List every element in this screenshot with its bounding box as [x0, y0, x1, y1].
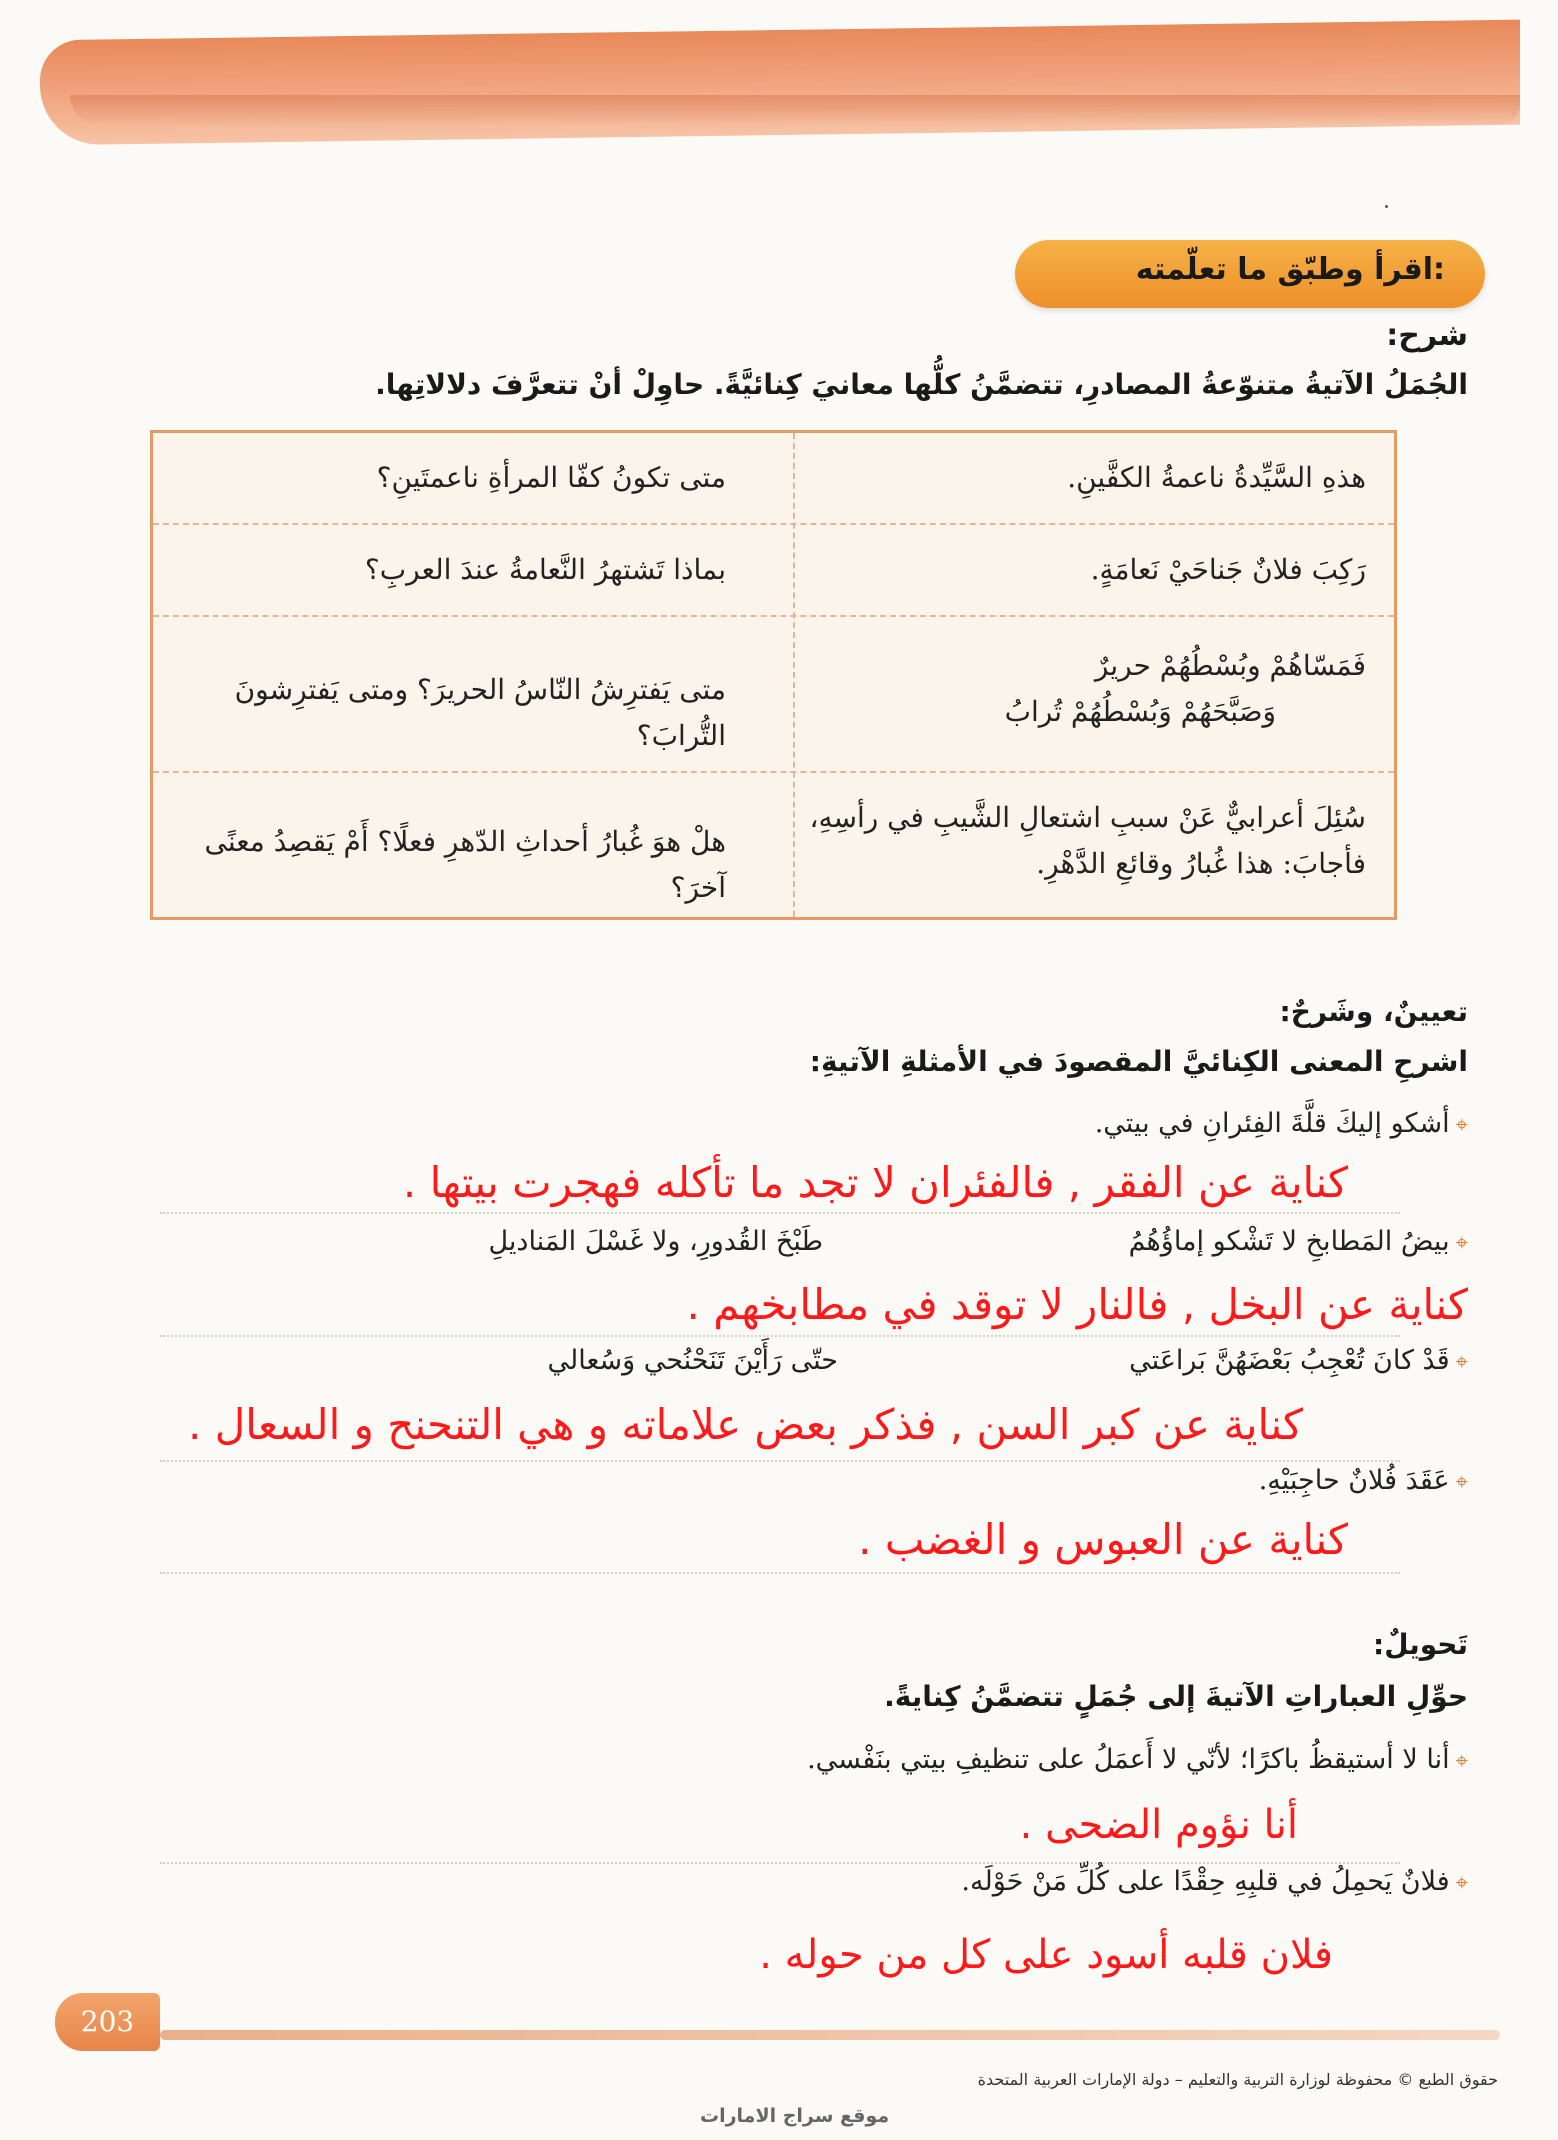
exercise-question [1129, 1226, 1468, 1257]
answer-text: كناية عن كبر السن , فذكر بعض علاماته و هي التنحنح و السعال . [188, 1400, 1303, 1449]
question-hemistich: طَبْخَ القُدورِ، ولا غَسْلَ المَناديلِ [488, 1226, 823, 1257]
cell-line: هذهِ السَّيِّدةُ ناعمةُ الكفَّينِ. [1067, 461, 1366, 494]
part3-title: تَحويلٌ: [1373, 1628, 1468, 1661]
table-cell-sentence [806, 455, 1366, 501]
answer-text: كناية عن الفقر , فالفئران لا تجد ما تأكله فهجرت بيتها . [402, 1158, 1348, 1207]
header-shadow [70, 95, 1520, 125]
square-bullet-icon: ⌖ [1455, 1231, 1468, 1256]
speck [1385, 205, 1388, 208]
cell-line: متى يَفترِشُ النّاسُ الحريرَ؟ ومتى يَفترِشونَ التُّرابَ؟ [234, 673, 726, 753]
table-cell-sentence [806, 795, 1366, 887]
cell-line: فأجابَ: هذا غُبارُ وقائعِ الدَّهْرِ. [1036, 847, 1366, 881]
explain-label: شرح: [1386, 318, 1468, 353]
square-bullet-icon: ⌖ [1455, 1350, 1468, 1375]
exercise-question [961, 1866, 1468, 1897]
exercise-question [1259, 1465, 1468, 1496]
square-bullet-icon: ⌖ [1455, 1871, 1468, 1896]
exercise-question [807, 1744, 1468, 1775]
exercise-question [1129, 1345, 1468, 1376]
answer-text: أنا نؤوم الضحى . [1019, 1802, 1298, 1848]
question-hemistich: حتّى رَأَيْنَ تَنَحْنُحي وَسُعالي [547, 1345, 838, 1376]
question-text: أنا لا أستيقظُ باكرًا؛ لأنّي لا أَعمَلُ على تنظيفِ بيتي بنَفْسي. [807, 1744, 1450, 1775]
copyright-notice: حقوق الطبع © محفوظة لوزارة التربية والتعليم – دولة الإمارات العربية المتحدة [977, 2070, 1498, 2089]
answer-text: كناية عن العبوس و الغضب . [858, 1515, 1348, 1564]
square-bullet-icon: ⌖ [1455, 1749, 1468, 1774]
section-instruction: الجُمَلُ الآتيةُ متنوّعةُ المصادرِ، تتضمَّنُ كلُّها معانيَ كِنائيَّةً. حاوِلْ أنْ تتعرَّفَ دلالاتِها. [375, 368, 1468, 401]
answer-line [160, 1572, 1400, 1574]
answer-line [160, 1862, 1400, 1864]
question-text: قَدْ كانَ تُعْجِبُ بَعْضَهُنَّ بَراعَتي [1129, 1345, 1450, 1376]
page-number-tab [55, 1993, 160, 2051]
part2-title: تعيينٌ، وشَرحٌ: [1279, 995, 1468, 1028]
question-text: أشكو إليكَ قلَّةَ الفِئرانِ في بيتي. [1094, 1108, 1450, 1139]
table-cell-sentence [806, 547, 1366, 593]
cell-line: هلْ هوَ غُبارُ أحداثِ الدّهرِ فعلًا؟ أَمْ يَقصِدُ معنًى آخرَ؟ [204, 825, 726, 905]
page-number: 203 [80, 2005, 135, 2038]
site-credit: موقع سراج الامارات [700, 2105, 890, 2127]
answer-line [160, 1460, 1400, 1462]
cell-line: سُئِلَ أعرابيٌّ عَنْ سببِ اشتعالِ الشَّيبِ في رأسِهِ، [809, 801, 1366, 834]
examples-table [150, 430, 1397, 920]
section-title-pill [1015, 240, 1485, 308]
cell-line: رَكِبَ فلانٌ جَناحَيْ نَعامَةٍ. [1090, 553, 1366, 586]
header-decoration [40, 20, 1520, 146]
exercise-question [1095, 1108, 1468, 1139]
question-text: فلانٌ يَحمِلُ في قلبِهِ حِقْدًا على كُلِّ مَنْ حَوْلَه. [961, 1866, 1450, 1897]
answer-text: كناية عن البخل , فالنار لا توقد في مطابخهم . [686, 1280, 1468, 1329]
cell-line: متى تكونُ كفّا المرأةِ ناعمتَينِ؟ [376, 461, 726, 494]
table-row [153, 433, 1394, 525]
question-text: بيضُ المَطابخِ لا تَشْكو إماؤُهُمُ [1128, 1226, 1450, 1257]
footer-rule [160, 2030, 1500, 2040]
answer-text: فلان قلبه أسود على كل من حوله . [759, 1932, 1333, 1978]
square-bullet-icon: ⌖ [1455, 1113, 1468, 1138]
table-cell-question [164, 455, 754, 501]
part3-instruction: حوِّلِ العباراتِ الآتيةَ إلى جُمَلٍ تتضمَّنُ كِنايةً. [884, 1680, 1468, 1713]
cell-line: فَمَسّاهُمْ وبُسْطُهُمْ حريرٌ [1094, 649, 1366, 682]
table-row [153, 525, 1394, 617]
square-bullet-icon: ⌖ [1455, 1470, 1468, 1495]
table-cell-sentence [806, 643, 1366, 735]
question-text: عَقَدَ فُلانٌ حاجِبَيْهِ. [1258, 1465, 1450, 1496]
table-cell-question [164, 547, 754, 593]
table-row [153, 773, 1394, 917]
answer-line [160, 1212, 1400, 1214]
cell-line: وَصَبَّحَهُمْ وَبُسْطُهُمْ تُرابُ [1004, 695, 1276, 729]
answer-line [160, 1335, 1400, 1337]
table-cell-question [164, 667, 754, 759]
cell-line: بماذا تَشتهرُ النَّعامةُ عندَ العربِ؟ [364, 553, 726, 586]
table-row [153, 617, 1394, 773]
section-title: اقرأ وطبّق ما تعلّمته: [1135, 252, 1445, 287]
table-cell-question [164, 819, 754, 911]
part2-instruction: اشرحِ المعنى الكِنائيَّ المقصودَ في الأمثلةِ الآتيةِ: [809, 1045, 1468, 1078]
